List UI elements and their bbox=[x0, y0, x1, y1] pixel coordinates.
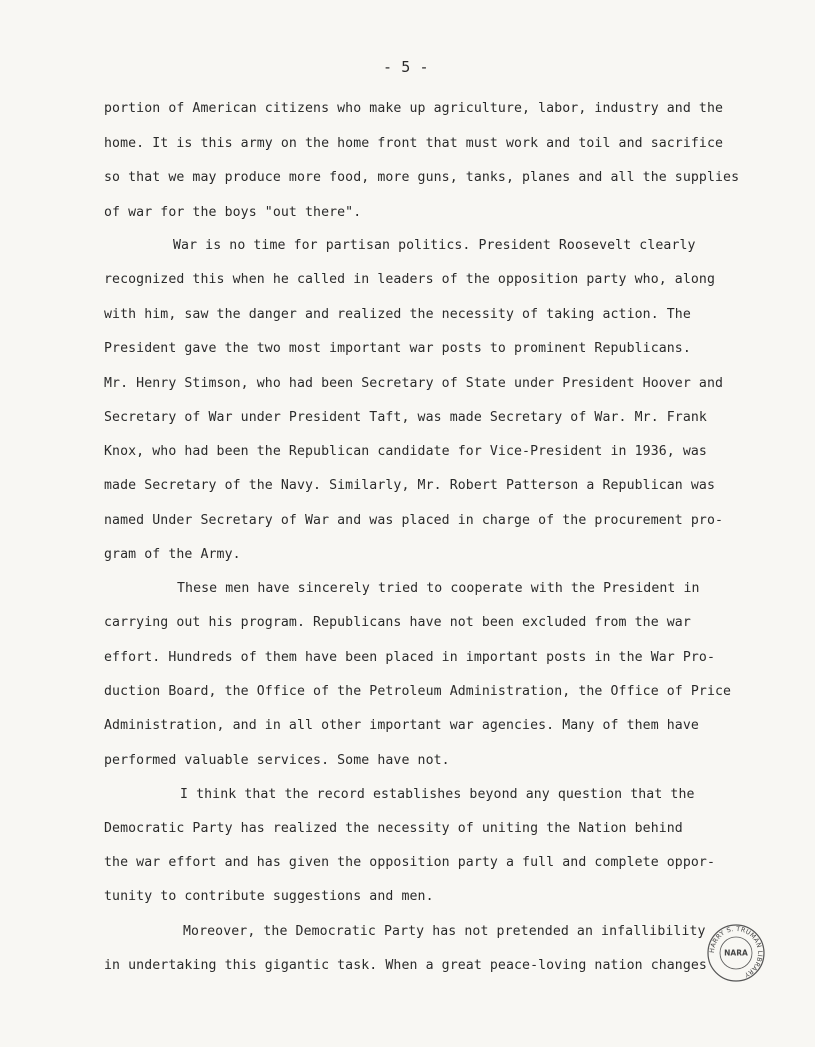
paragraph-4-line-1: I think that the record establishes beyond any question that the bbox=[180, 787, 695, 802]
paragraph-4-line-4: tunity to contribute suggestions and men. bbox=[104, 889, 434, 904]
paragraph-1-line-3: so that we may produce more food, more guns, tanks, planes and all the supplies bbox=[104, 170, 740, 185]
paragraph-2-line-3: with him, saw the danger and realized the necessity of taking action. The bbox=[104, 307, 691, 322]
paragraph-3-line-5: Administration, and in all other important war agencies. Many of them have bbox=[104, 718, 699, 733]
stamp-center-text: NARA bbox=[724, 948, 748, 958]
paragraph-5-line-1: Moreover, the Democratic Party has not pretended an infallibility bbox=[183, 924, 706, 939]
paragraph-2-line-5: Mr. Henry Stimson, who had been Secretary of State under President Hoover and bbox=[104, 376, 724, 391]
paragraph-5-line-2: in undertaking this gigantic task. When a great peace-loving nation changes bbox=[104, 958, 707, 973]
paragraph-2-line-2: recognized this when he called in leaders of the opposition party who, along bbox=[104, 272, 716, 287]
paragraph-4-line-2: Democratic Party has realized the necessity of uniting the Nation behind bbox=[104, 821, 683, 836]
paragraph-1-line-4: of war for the boys "out there". bbox=[104, 205, 362, 220]
paragraph-2-line-4: President gave the two most important war posts to prominent Republicans. bbox=[104, 341, 691, 356]
paragraph-3-line-4: duction Board, the Office of the Petroleum Administration, the Office of Price bbox=[104, 684, 732, 699]
paragraph-3-line-3: effort. Hundreds of them have been placed in important posts in the War Pro- bbox=[104, 650, 716, 665]
paragraph-3-line-6: performed valuable services. Some have not. bbox=[104, 753, 450, 768]
truman-library-stamp bbox=[705, 922, 767, 984]
paragraph-1-line-2: home. It is this army on the home front that must work and toil and sacrifice bbox=[104, 136, 724, 151]
paragraph-3-line-2: carrying out his program. Republicans have not been excluded from the war bbox=[104, 615, 691, 630]
paragraph-2-line-9: named Under Secretary of War and was placed in charge of the procurement pro- bbox=[104, 513, 724, 528]
paragraph-3-line-1: These men have sincerely tried to cooperate with the President in bbox=[177, 581, 700, 596]
stamp-ring-text: HARRY S. TRUMAN LIBRARY bbox=[707, 924, 765, 979]
paragraph-2-line-8: made Secretary of the Navy. Similarly, Mr. Robert Patterson a Republican was bbox=[104, 478, 716, 493]
paragraph-2-line-10: gram of the Army. bbox=[104, 547, 241, 562]
paragraph-2-line-1: War is no time for partisan politics. President Roosevelt clearly bbox=[173, 238, 696, 253]
paragraph-4-line-3: the war effort and has given the opposition party a full and complete oppor- bbox=[104, 855, 716, 870]
paragraph-2-line-6: Secretary of War under President Taft, was made Secretary of War. Mr. Frank bbox=[104, 410, 707, 425]
paragraph-2-line-7: Knox, who had been the Republican candidate for Vice-President in 1936, was bbox=[104, 444, 707, 459]
paragraph-1-line-1: portion of American citizens who make up agriculture, labor, industry and the bbox=[104, 101, 724, 116]
page-number: - 5 - bbox=[383, 58, 429, 76]
